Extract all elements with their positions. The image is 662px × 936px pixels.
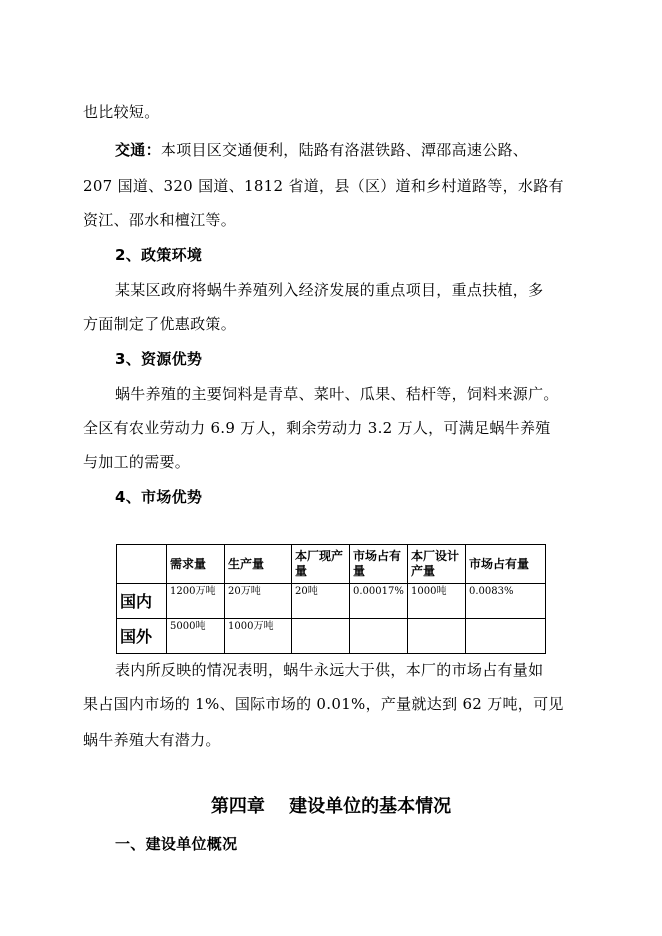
table-cell: 1000吨 <box>408 584 466 619</box>
table-header-cell: 市场占有量 <box>466 545 546 584</box>
analysis-paragraph-line-3: 蜗牛养殖大有潜力。 <box>83 731 221 749</box>
table-cell: 5000吨 <box>167 619 225 654</box>
table-cell <box>292 619 350 654</box>
table-header-cell: 本厂现产 量 <box>292 545 350 584</box>
heading-policy: 2、政策环境 <box>115 246 203 264</box>
transport-paragraph-line-3: 资江、邵水和檀江等。 <box>83 211 237 229</box>
table-header-cell: 市场占有 量 <box>350 545 408 584</box>
table-header-cell: 本厂设计产量 <box>408 545 466 584</box>
transport-paragraph-line-2: 207 国道、320 国道、1812 省道，县（区）道和乡村道路等，水路有 <box>83 177 564 195</box>
resource-paragraph-line-1: 蜗牛养殖的主要饲料是青草、菜叶、瓜果、秸杆等，饲料来源广。 <box>115 385 559 403</box>
policy-paragraph-line-2: 方面制定了优惠政策。 <box>83 315 237 333</box>
table-cell: 20万吨 <box>225 584 292 619</box>
table-cell: 1000万吨 <box>225 619 292 654</box>
resource-paragraph-line-2: 全区有农业劳动力 6.9 万人，剩余劳动力 3.2 万人，可满足蜗牛养殖 <box>83 419 551 437</box>
table-cell: 20吨 <box>292 584 350 619</box>
table-header-cell: 生产量 <box>225 545 292 584</box>
paragraph-continuation: 也比较短。 <box>83 103 160 121</box>
table-cell: 0.0083% <box>466 584 546 619</box>
table-row-label: 国外 <box>117 619 167 654</box>
chapter-title: 第四章 建设单位的基本情况 <box>210 796 452 817</box>
table-cell <box>408 619 466 654</box>
table-header-cell: 需求量 <box>167 545 225 584</box>
transport-label: 交通： <box>115 141 161 159</box>
analysis-paragraph-line-2: 果占国内市场的 1%、国际市场的 0.01%，产量就达到 62 万吨，可见 <box>83 695 564 713</box>
table-header-row <box>117 545 546 584</box>
analysis-paragraph-line-1: 表内所反映的情况表明，蜗牛永远大于供，本厂的市场占有量如 <box>115 661 544 679</box>
table-cell: 1200万吨 <box>167 584 225 619</box>
heading-market: 4、市场优势 <box>115 488 203 506</box>
table-cell <box>350 619 408 654</box>
table-row-label: 国内 <box>117 584 167 619</box>
market-table <box>116 544 546 654</box>
table-row <box>117 619 546 654</box>
table-header-cell <box>117 545 167 584</box>
section-heading: 一、建设单位概况 <box>115 835 238 853</box>
table-cell: 0.00017% <box>350 584 408 619</box>
table-cell <box>466 619 546 654</box>
policy-paragraph-line-1: 某某区政府将蜗牛养殖列入经济发展的重点项目，重点扶植，多 <box>115 281 544 299</box>
table-row <box>117 584 546 619</box>
transport-paragraph-line-1 <box>115 140 662 160</box>
transport-text: 本项目区交通便利，陆路有洛湛铁路、潭邵高速公路、 <box>160 141 529 159</box>
heading-resource: 3、资源优势 <box>115 350 203 368</box>
resource-paragraph-line-3: 与加工的需要。 <box>83 453 191 471</box>
